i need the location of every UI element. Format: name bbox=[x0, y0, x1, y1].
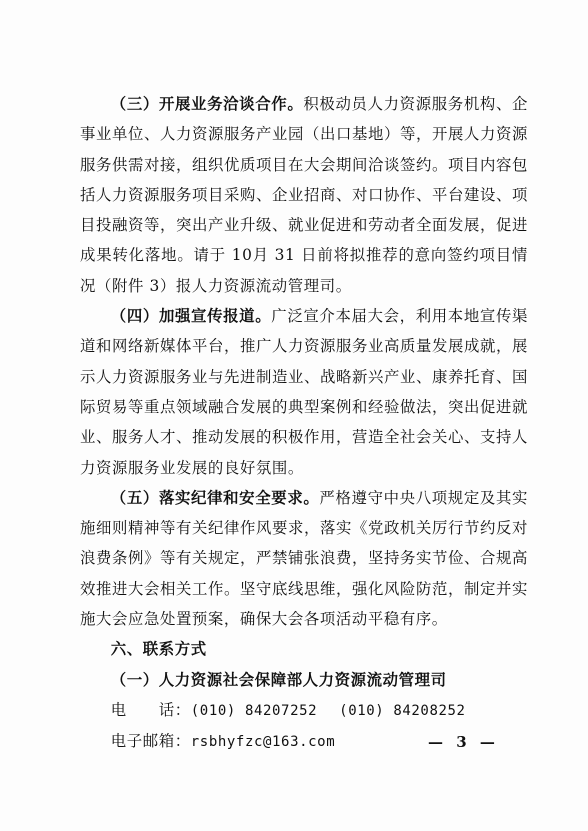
document-body bbox=[80, 89, 528, 758]
page-number: — 3 — bbox=[428, 733, 499, 751]
phone-number-1: (010) 84207252 bbox=[190, 702, 318, 719]
email-label: 电子邮箱： bbox=[110, 732, 191, 751]
section-lead: （三）开展业务洽谈合作。 bbox=[110, 95, 304, 113]
contact-heading: 六、联系方式 bbox=[110, 640, 207, 659]
phone-line bbox=[80, 695, 528, 726]
section-lead: （五）落实纪律和安全要求。 bbox=[110, 488, 320, 507]
section-publicity bbox=[80, 301, 528, 483]
section-business-negotiation bbox=[80, 89, 528, 301]
section-lead: （四）加强宣传报道。 bbox=[110, 307, 272, 326]
phone-label: 电 话： bbox=[110, 700, 191, 719]
section-text: 积极动员人力资源服务机构、企事业单位、人力资源服务产业园（出口基地）等，开展人力资源服务供需对接，组织优质项目在大会期间洽谈签约。项目内容包括人力资源服务项目采购、企业招商、对口协作、平台建设、项目投融资等，突出产业升级、就业促进和劳动者全面发展，促进成果转化落地。请于 10月 31 日前将拟推荐的意向签约项目情况（附件 3）报人力资源流动管理司。 bbox=[80, 95, 528, 295]
section-discipline-safety bbox=[80, 483, 528, 634]
phone-number-2: (010) 84208252 bbox=[339, 702, 466, 719]
section-text: 严格遵守中央八项规定及其实施细则精神等有关纪律作风要求，落实《党政机关厉行节约反对浪费条例》等有关规定，严禁铺张浪费，坚持务实节俭、合规高效推进大会相关工作。坚守底线思维，强化风险防范，制定并实施大会应急处置预案，确保大会各项活动平稳有序。 bbox=[80, 488, 528, 629]
section-text: 广泛宣介本届大会，利用本地宣传渠道和网络新媒体平台，推广人力资源服务业高质量发展成就，展示人力资源服务业与先进制造业、战略新兴产业、康养托育、国际贸易等重点领域融合发展的典型案例和经验做法，突出促进就业、服务人才、推动发展的积极作用，营造全社会关心、支持人力资源服务业发展的良好氛围。 bbox=[80, 307, 528, 477]
email-address: rsbhyfzc@163.com bbox=[190, 734, 336, 751]
contact-subheading: （一）人力资源社会保障部人力资源流动管理司 bbox=[110, 670, 447, 689]
